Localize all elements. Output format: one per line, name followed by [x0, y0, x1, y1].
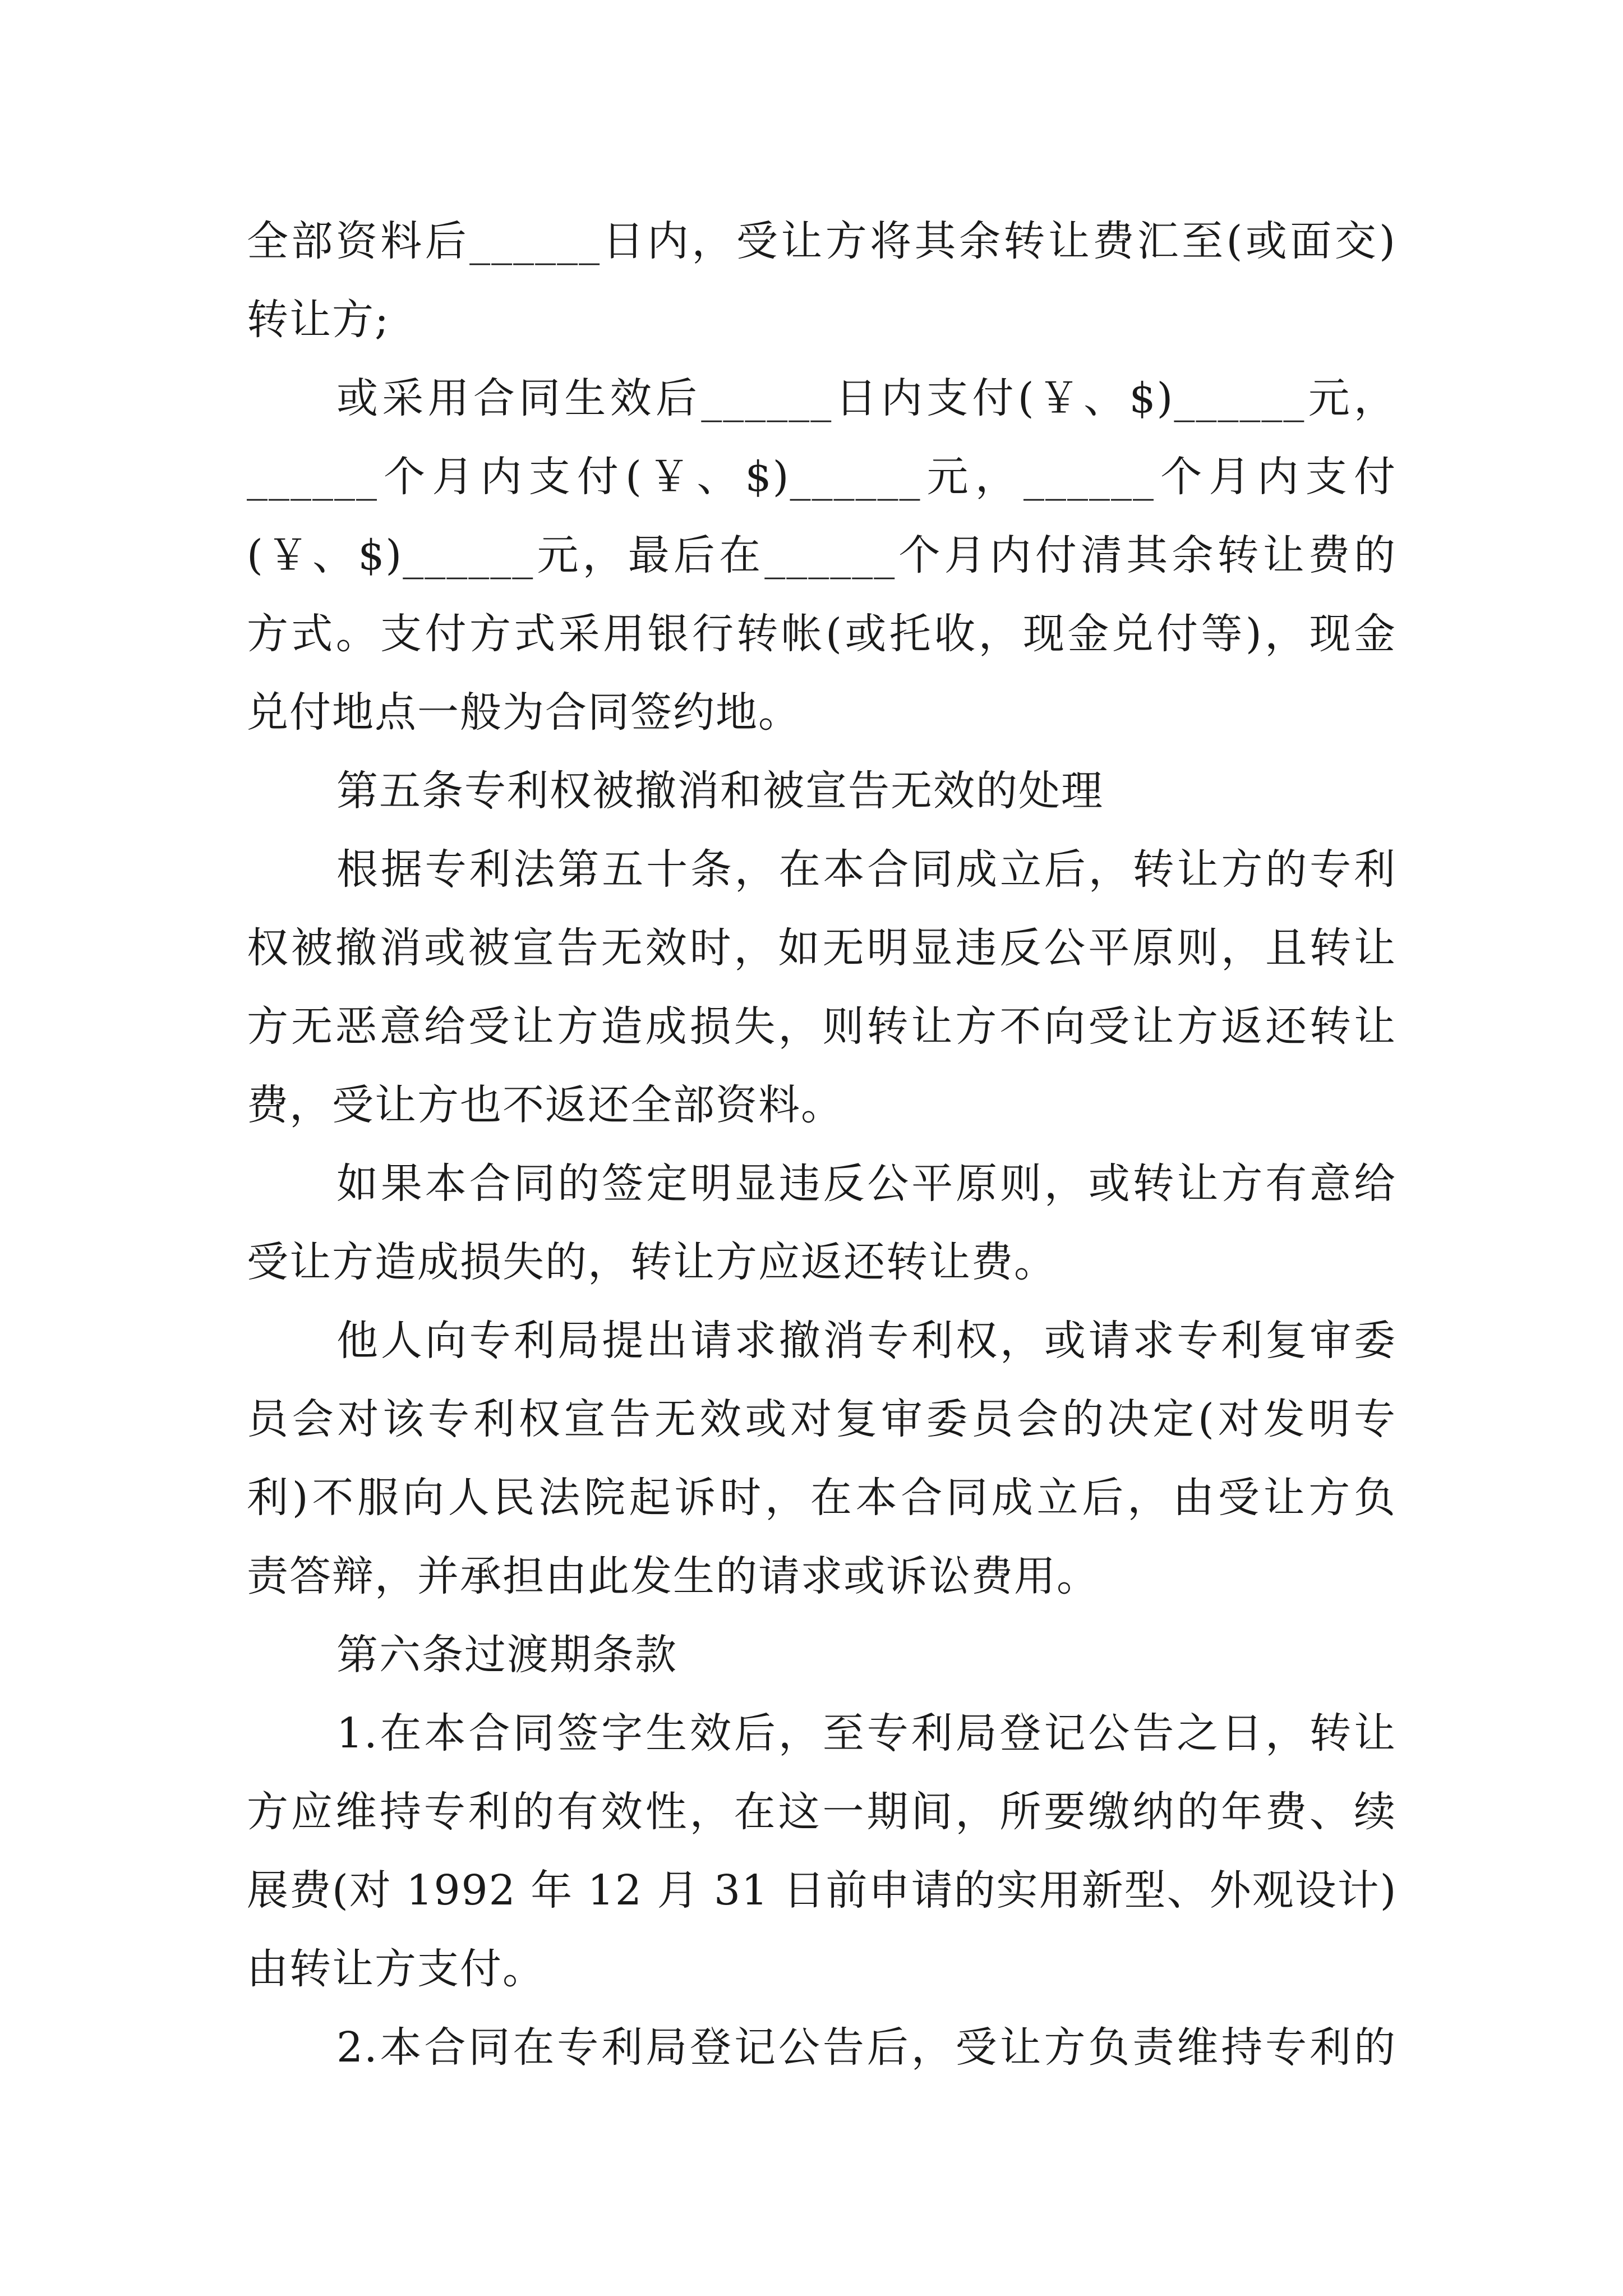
text-line: 费，受让方也不返还全部资料。: [247, 1081, 843, 1129]
text-line: 根据专利法第五十条，在本合同成立后，转让方的专利: [336, 845, 1396, 894]
text-line: 2.本合同在专利局登记公告后，受让方负责维持专利的: [336, 2023, 1396, 2072]
text-line: 如果本合同的签定明显违反公平原则，或转让方有意给: [336, 1159, 1396, 1208]
text-line: 由转让方支付。: [247, 1945, 545, 1993]
text-line: (￥、$)______元，最后在______个月内付清其余转让费的: [247, 531, 1396, 579]
text-line: 1.在本合同签字生效后，至专利局登记公告之日，转让: [336, 1709, 1396, 1757]
text-line: 方应维持专利的有效性，在这一期间，所要缴纳的年费、续: [247, 1788, 1396, 1836]
section-heading: 第五条专利权被撤消和被宣告无效的处理: [336, 767, 1104, 815]
text-line: 受让方造成损失的，转让方应返还转让费。: [247, 1238, 1057, 1286]
text-line: 或采用合同生效后______日内支付(￥、$)______元，: [336, 374, 1396, 422]
text-line: 方式。支付方式采用银行转帐(或托收，现金兑付等)，现金: [247, 610, 1396, 658]
text-line: 方无恶意给受让方造成损失，则转让方不向受让方返还转让: [247, 1002, 1396, 1051]
text-line: 权被撤消或被宣告无效时，如无明显违反公平原则，且转让: [247, 924, 1396, 972]
text-line: 他人向专利局提出请求撤消专利权，或请求专利复审委: [336, 1317, 1396, 1365]
text-line: 责答辩，并承担由此发生的请求或诉讼费用。: [247, 1552, 1099, 1600]
section-heading: 第六条过渡期条款: [336, 1631, 677, 1679]
text-line: 全部资料后______日内，受让方将其余转让费汇至(或面交): [247, 217, 1396, 265]
text-line: 员会对该专利权宣告无效或对复审委员会的决定(对发明专: [247, 1395, 1396, 1443]
text-line: 转让方;: [247, 296, 390, 344]
text-line: 展费(对 1992 年 12 月 31 日前申请的实用新型、外观设计): [247, 1866, 1398, 1915]
text-line: ______个月内支付(￥、$)______元，______个月内支付: [247, 453, 1396, 501]
text-line: 兑付地点一般为合同签约地。: [247, 688, 801, 737]
text-line: 利)不服向人民法院起诉时，在本合同成立后，由受让方负: [247, 1474, 1396, 1522]
